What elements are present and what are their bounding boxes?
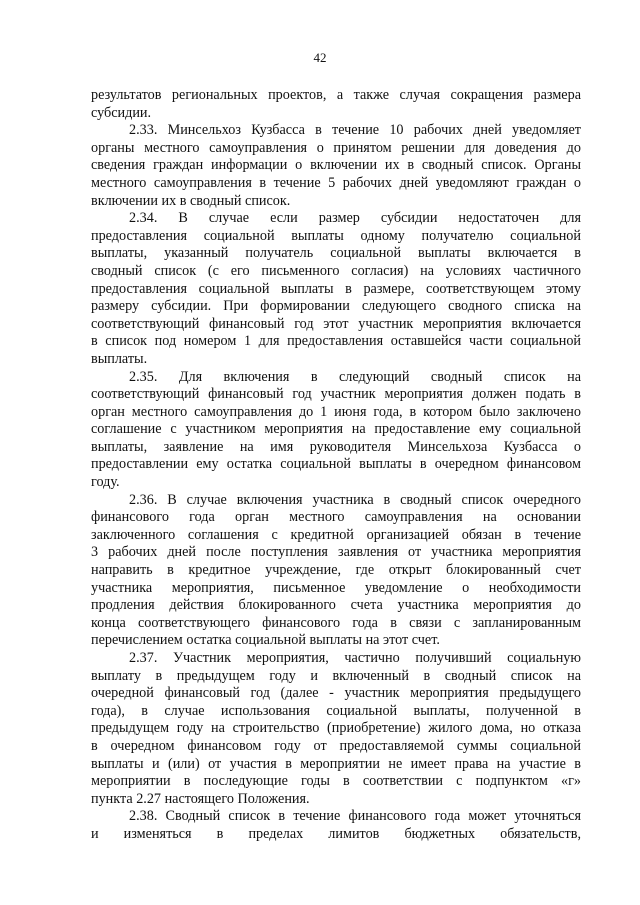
text-line: 3 рабочих дней после поступления заявления от участника мероприятия bbox=[91, 544, 581, 561]
text-line: соглашение с участником мероприятия на предоставление ему социальной bbox=[91, 421, 581, 438]
text-line: органы местного самоуправления о принятом решении для доведения до bbox=[91, 139, 581, 156]
text-line: очередной финансовый год (далее - участник мероприятия предыдущего bbox=[91, 685, 581, 702]
text-line: выплаты, заявление на имя руководителя Минсельхоза Кузбасса о bbox=[91, 438, 581, 455]
text-line: местного самоуправления в течение 5 рабочих дней уведомляют граждан о bbox=[91, 174, 581, 191]
text-line: предыдущем году на строительство (приобретение) жилого дома, но отказа bbox=[91, 720, 581, 737]
text-line: выплаты и (или) от участия в мероприятии не имеет права на участие в bbox=[91, 755, 581, 772]
text-line: направить в кредитное учреждение, где открыт блокированный счет bbox=[91, 562, 581, 579]
text-line: соответствующий финансовый год этот участник мероприятия включается bbox=[91, 315, 581, 332]
text-line: выплаты, указанный получатель социальной выплаты включается в bbox=[91, 245, 581, 262]
text-line: 2.35. Для включения в следующий сводный список на bbox=[129, 368, 581, 385]
text-line: 2.38. Сводный список в течение финансового года может уточняться bbox=[129, 808, 581, 825]
text-line: перечислением остатка социальной выплаты на этот счет. bbox=[91, 632, 440, 649]
text-line: выплаты. bbox=[91, 350, 148, 367]
text-line: продления действия блокированного счета участника мероприятия до bbox=[91, 597, 581, 614]
text-line: орган местного самоуправления до 1 июня года, в котором было заключено bbox=[91, 403, 581, 420]
text-line: участника мероприятия, письменное уведомление о необходимости bbox=[91, 579, 581, 596]
text-line: финансового года орган местного самоуправления на основании bbox=[91, 509, 581, 526]
text-line: включении их в сводный список. bbox=[91, 192, 291, 209]
text-line: предоставления социальной выплаты одному получателю социальной bbox=[91, 227, 581, 244]
text-line: 2.37. Участник мероприятия, частично получивший социальную bbox=[129, 650, 581, 666]
text-line: заключенного соглашения с кредитной организацией обязан в течение bbox=[91, 526, 581, 543]
text-line: в список под номером 1 для предоставления оставшейся части социальной bbox=[91, 333, 581, 350]
text-line: 2.33. Минсельхоз Кузбасса в течение 10 рабочих дней уведомляет bbox=[129, 122, 581, 139]
text-line: года), в случае использования социальной выплаты, полученной в bbox=[91, 702, 581, 719]
text-line: соответствующий финансовый год участник мероприятия должен подать в bbox=[91, 386, 581, 403]
text-line: предоставления социальной выплаты в размере, соответствующем этому bbox=[91, 280, 581, 297]
text-line: предоставлении ему остатка социальной выплаты в очередном финансовом bbox=[91, 456, 581, 473]
text-line: пункта 2.27 настоящего Положения. bbox=[91, 790, 310, 807]
text-line: в очередном финансовом году от предоставляемой суммы социальной bbox=[91, 737, 581, 754]
text-line: 2.34. В случае если размер субсидии недостаточен для bbox=[129, 210, 581, 227]
document-body bbox=[91, 87, 581, 844]
text-line: выплату в предыдущем году и включенный в сводный список на bbox=[91, 667, 581, 684]
text-line: году. bbox=[91, 474, 120, 491]
text-line: мероприятии в последующие годы в соответствии с подпунктом «г» bbox=[91, 773, 581, 790]
text-line: сведения граждан информации о включении их в сводный список. Органы bbox=[91, 157, 581, 174]
text-line: размеру субсидии. При формировании следующего сводного списка на bbox=[91, 298, 581, 315]
page-number: 42 bbox=[313, 50, 327, 65]
text-line: результатов региональных проектов, а также случая сокращения размера bbox=[91, 87, 581, 103]
text-line: и изменяться в пределах лимитов бюджетных обязательств, bbox=[91, 825, 581, 842]
text-line: субсидии. bbox=[91, 104, 152, 121]
text-line: сводный список (с его письменного согласия) на условиях частичного bbox=[91, 262, 581, 279]
text-line: конца соответствующего финансового года в связи с запланированным bbox=[91, 614, 581, 631]
text-line: 2.36. В случае включения участника в сводный список очередного bbox=[129, 491, 581, 508]
